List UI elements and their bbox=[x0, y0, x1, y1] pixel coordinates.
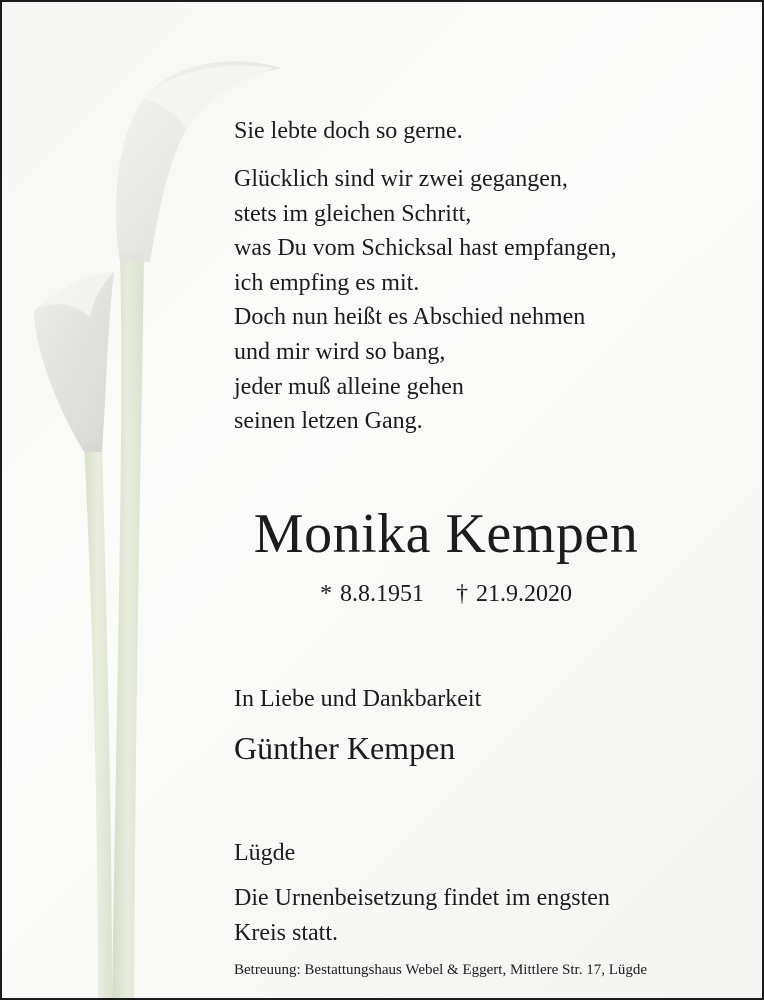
poem-line: jeder muß alleine gehen bbox=[234, 373, 464, 400]
birth-date: * 8.8.1951 bbox=[320, 581, 424, 607]
poem-line: Glücklich sind wir zwei gegangen, bbox=[234, 166, 568, 192]
burial-notice-line: Kreis statt. bbox=[234, 920, 338, 946]
death-date: † 21.9.2020 bbox=[456, 581, 572, 607]
poem-line: seinen letzen Gang. bbox=[234, 408, 423, 435]
poem-line: was Du vom Schicksal hast empfangen, bbox=[234, 235, 617, 262]
poem-line: und mir wird so bang, bbox=[234, 338, 446, 365]
motto: Sie lebte doch so gerne. bbox=[234, 118, 463, 144]
burial-notice bbox=[234, 881, 734, 951]
burial-notice-line: Die Urnenbeisetzung findet im engsten bbox=[234, 885, 610, 911]
tall-stem bbox=[112, 252, 144, 1000]
poem-line: Doch nun heißt es Abschied nehmen bbox=[234, 304, 586, 331]
deceased-name: Monika Kempen bbox=[253, 503, 639, 565]
poem-line: stets im gleichen Schritt, bbox=[234, 200, 472, 227]
poem bbox=[234, 162, 617, 439]
funeral-home-credit: Betreuung: Bestattungshaus Webel & Eggert, Mittlere Str. 17, Lügde bbox=[234, 962, 648, 978]
poem-line: ich empfing es mit. bbox=[234, 269, 420, 296]
place: Lügde bbox=[234, 840, 296, 866]
signer-name: Günther Kempen bbox=[234, 730, 456, 766]
life-dates bbox=[2, 576, 762, 612]
thanks-line: In Liebe und Dankbarkeit bbox=[234, 686, 482, 712]
